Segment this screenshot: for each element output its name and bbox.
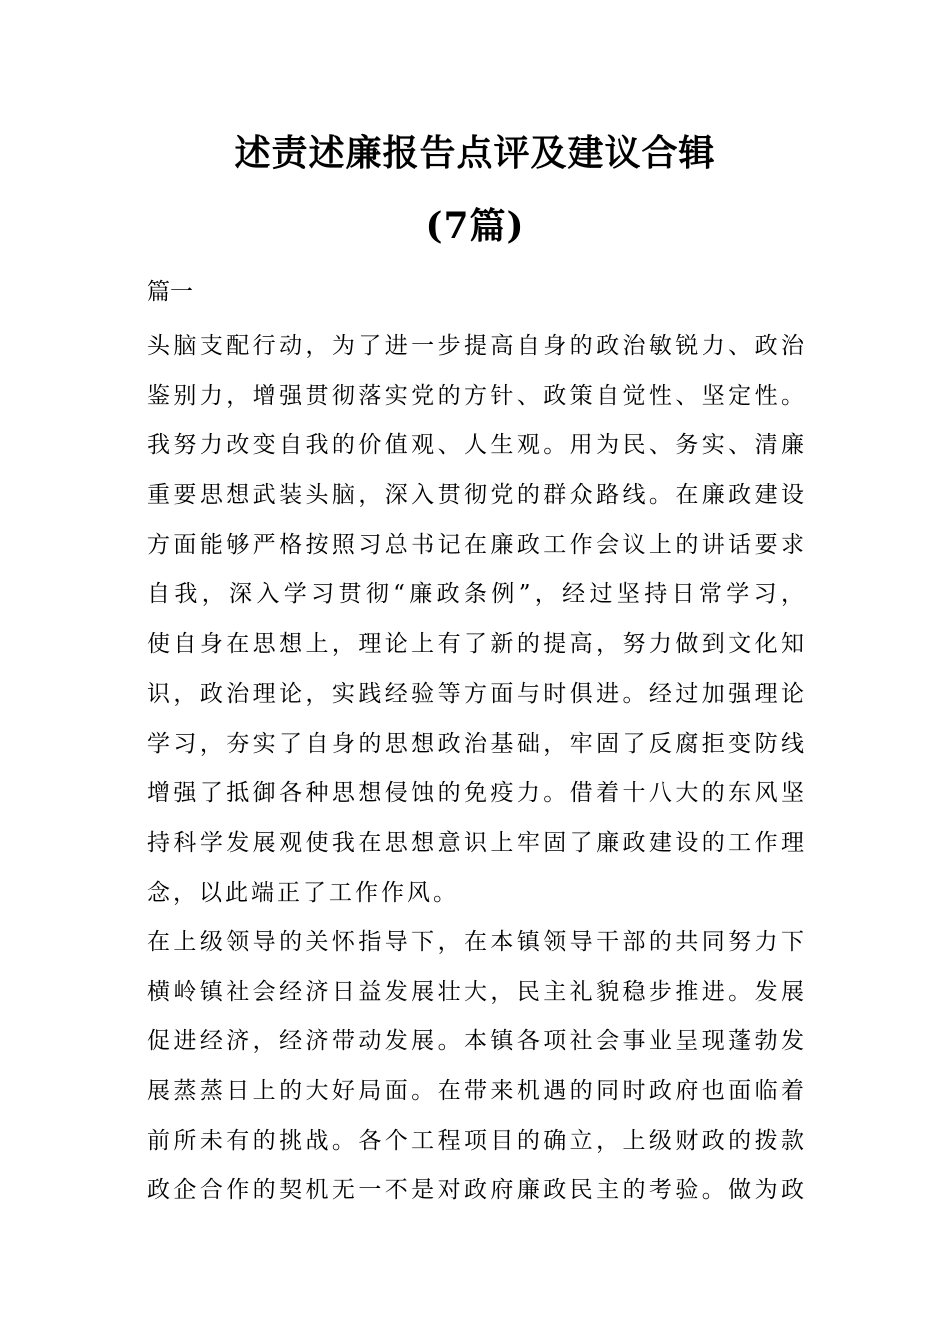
paragraph-line: 方面能够严格按照习总书记在廉政工作会议上的讲话要求 (147, 531, 807, 558)
paragraph-line: 政企合作的契机无一不是对政府廉政民主的考验。做为政 (147, 1177, 807, 1204)
paragraph-1 (147, 322, 807, 918)
paragraph-line: 学习，夯实了自身的思想政治基础，牢固了反腐拒变防线 (147, 730, 807, 757)
paragraph-line: 头脑支配行动，为了进一步提高自身的政治敏锐力、政治 (147, 333, 807, 359)
paragraph-line: 持科学发展观使我在思想意识上牢固了廉政建设的工作理 (147, 829, 807, 856)
paragraph-line: 展蒸蒸日上的大好局面。在带来机遇的同时政府也面临着 (147, 1078, 807, 1105)
paragraph-line: 在上级领导的关怀指导下，在本镇领导干部的共同努力下 (147, 929, 807, 955)
paragraph-line: 重要思想武装头脑，深入贯彻党的群众路线。在廉政建设 (147, 482, 807, 509)
paragraph-line: 识，政治理论，实践经验等方面与时俱进。经过加强理论 (147, 680, 807, 707)
paragraph-line: 使自身在思想上，理论上有了新的提高，努力做到文化知 (147, 631, 807, 658)
paragraph-line: 鉴别力，增强贯彻落实党的方针、政策自觉性、坚定性。 (147, 382, 807, 409)
paragraph-line: 我努力改变自我的价值观、人生观。用为民、务实、清廉 (147, 432, 807, 459)
paragraph-line: 增强了抵御各种思想侵蚀的免疫力。借着十八大的东风坚 (147, 780, 807, 807)
paragraph-2 (147, 918, 807, 1216)
document-title: 述责述廉报告点评及建议合辑 (234, 132, 716, 174)
paragraph-line: 横岭镇社会经济日益发展壮大，民主礼貌稳步推进。发展 (147, 978, 807, 1005)
paragraph-line: 促进经济，经济带动发展。本镇各项社会事业呈现蓬勃发 (147, 1028, 807, 1055)
document-subtitle: (7篇) (425, 205, 525, 247)
paragraph-line: 前所未有的挑战。各个工程项目的确立，上级财政的拨款 (147, 1127, 807, 1154)
paragraph-line: 自我，深入学习贯彻“廉政条例”，经过坚持日常学习， (147, 581, 807, 608)
section-label: 篇一 (147, 279, 193, 305)
paragraph-line: 念，以此端正了工作作风。 (147, 879, 459, 906)
